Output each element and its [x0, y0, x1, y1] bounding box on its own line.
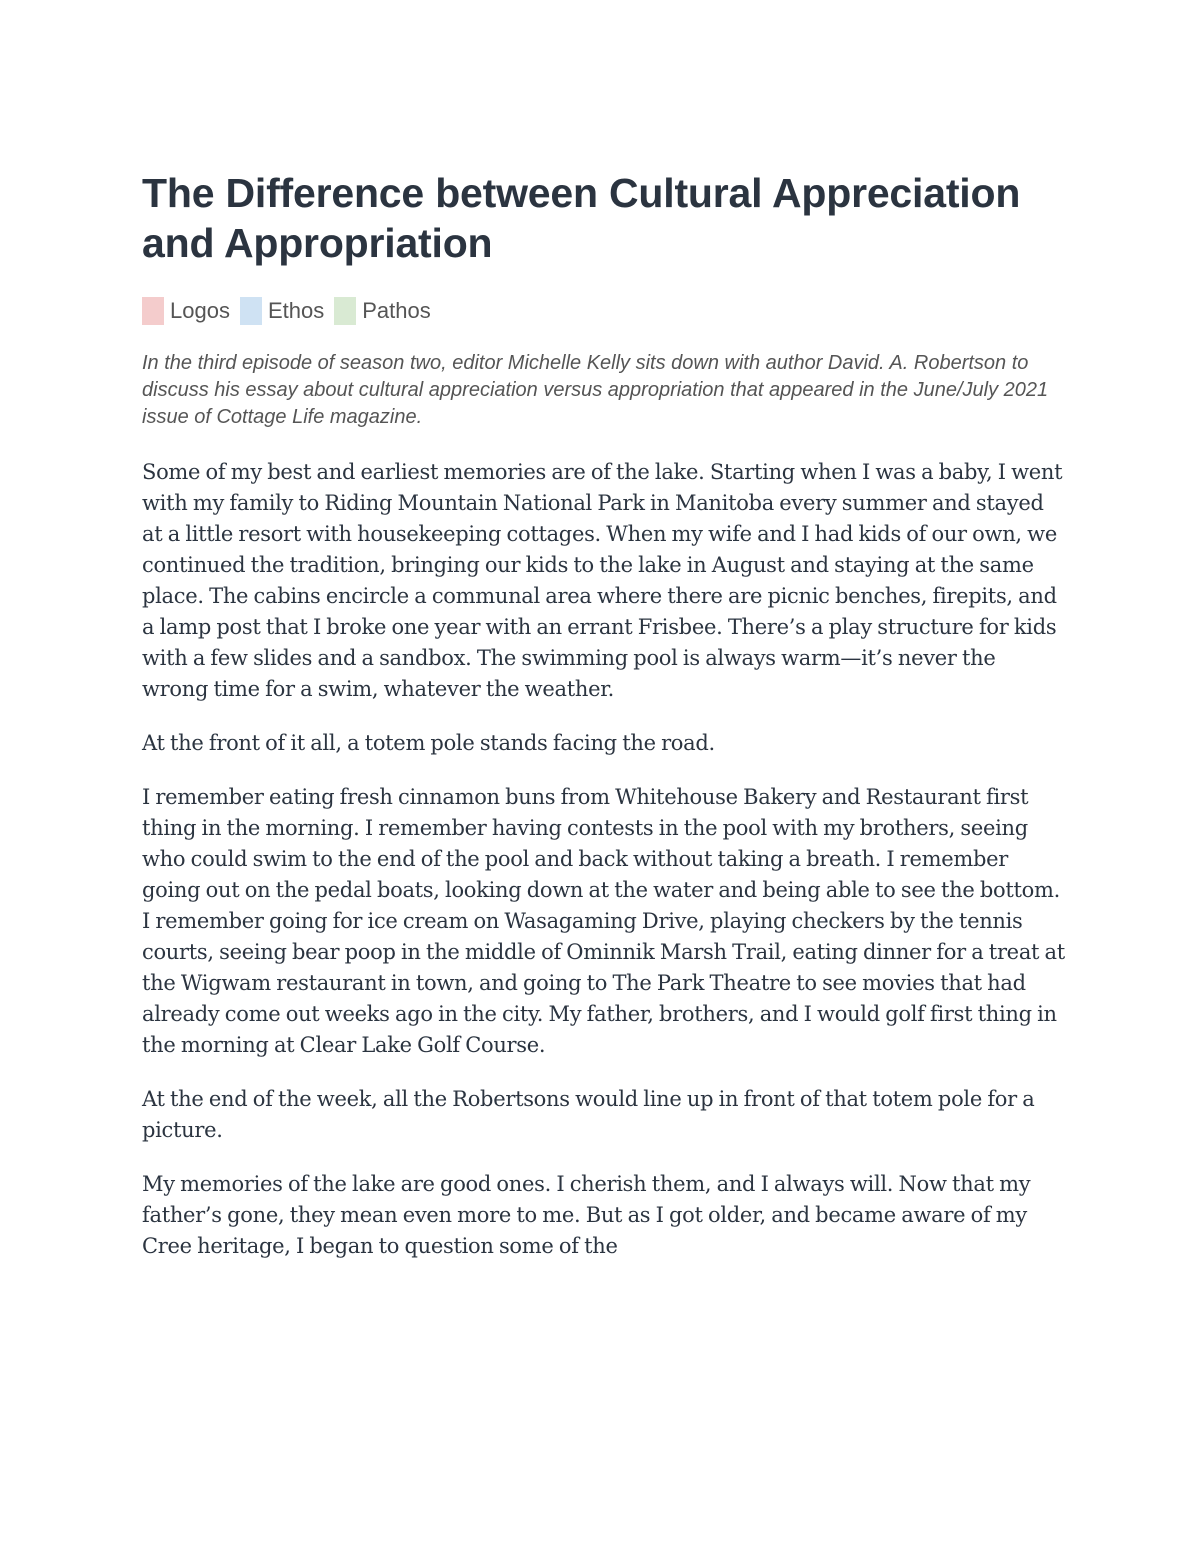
- legend-item-ethos: [240, 297, 324, 325]
- ethos-swatch: [240, 297, 262, 325]
- essay-paragraph: At the end of the week, all the Robertsons would line up in front of that totem pole for a picture.: [142, 1087, 1035, 1142]
- rhetoric-legend: [142, 296, 1067, 326]
- intro-summary: In the third episode of season two, editor Michelle Kelly sits down with author David. A. Robertson to discuss his essay about cultural appreciation versus appropriation that appeared in the June/July 2021 issue of Cottage Life magazine.: [142, 352, 1049, 428]
- essay-paragraph: I remember eating fresh cinnamon buns from Whitehouse Bakery and Restaurant first thing in the morning. I remember having contests in the pool with my brothers, seeing who could swim to the end of the pool and back without taking a breath. I remember going out on the pedal boats, looking down at the water and being able to see the bottom. I remember going for ice cream on Wasagaming Drive, playing checkers by the tennis courts, seeing bear poop in the middle of Ominnik Marsh Trail, eating dinner for a treat at the Wigwam restaurant in town, and going to The Park Theatre to see movies that had already come out weeks ago in the city. My father, brothers, and I would golf first thing in the morning at Clear Lake Golf Course.: [142, 785, 1065, 1057]
- essay-paragraph: Some of my best and earliest memories are of the lake. Starting when I was a baby, I went with my family to Riding Mountain National Park in Manitoba every summer and stayed at a little resort with housekeeping cottages. When my wife and I had kids of our own, we continued the tradition, bringing our kids to the lake in August and staying at the same place. The cabins encircle a communal area where there are picnic benches, firepits, and a lamp post that I broke one year with an errant Frisbee. There’s a play structure for kids with a few slides and a sandbox. The swimming pool is always warm—it’s never the wrong time for a swim, whatever the weather.: [142, 460, 1063, 701]
- essay-paragraph: My memories of the lake are good ones. I cherish them, and I always will. Now that my father’s gone, they mean even more to me. But as I got older, and became aware of my Cree heritage, I began to question some of the: [142, 1172, 1031, 1258]
- legend-item-pathos: [334, 297, 431, 325]
- document-content: [142, 168, 1067, 1285]
- page-title: The Difference between Cultural Appreciation and Appropriation: [142, 170, 1021, 266]
- legend-label-pathos: Pathos: [362, 298, 431, 323]
- legend-label-logos: Logos: [170, 298, 230, 323]
- pathos-swatch: [334, 297, 356, 325]
- essay-paragraph: At the front of it all, a totem pole stands facing the road.: [142, 731, 715, 755]
- legend-item-logos: [142, 297, 230, 325]
- logos-swatch: [142, 297, 164, 325]
- essay-body: [142, 457, 1067, 1262]
- legend-label-ethos: Ethos: [267, 298, 325, 323]
